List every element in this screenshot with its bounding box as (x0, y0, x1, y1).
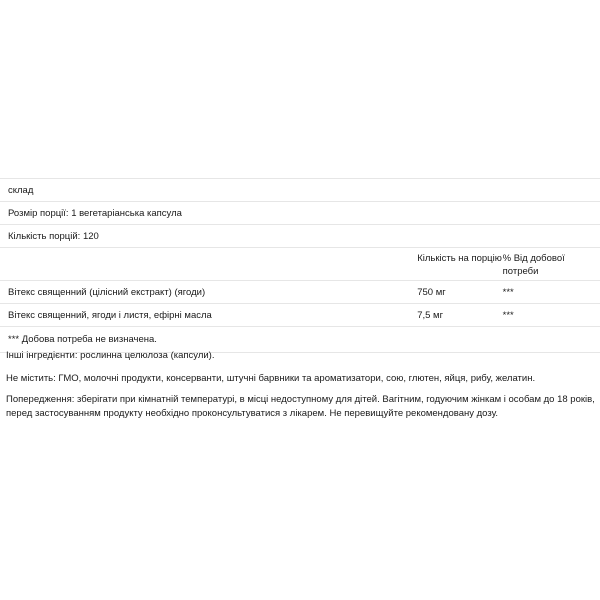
warning-text: Попередження: зберігати при кімнатній температурі, в місці недоступному для дітей. Вагітним, годуючим жінкам і особам до 18 років, перед застосуванням продукту необхідно проконсультуватися з лікарем. Не перевищуйте рекомендовану дозу. (6, 394, 595, 419)
table-row (0, 281, 600, 304)
header-amount: Кількість на порцію (417, 253, 502, 264)
servings-row (0, 225, 600, 248)
ingredient-amount: 7,5 мг (417, 309, 444, 321)
ingredient-name: Вітекс священний, ягоди і листя, ефірні масла (8, 309, 212, 321)
table-row (0, 304, 600, 327)
serving-size: Розмір порції: 1 вегетаріанська капсула (8, 207, 182, 219)
other-ingredients: Інші інгредієнти: рослинна целюлоза (капсули). (6, 350, 215, 361)
footnote: *** Добова потреба не визначена. (8, 334, 157, 345)
does-not-contain: Не містить: ГМО, молочні продукти, консерванти, штучні барвники та ароматизатори, сою, глютен, яйця, рибу, желатин. (6, 373, 536, 384)
supplement-facts-panel (0, 178, 600, 353)
ingredient-amount: 750 мг (417, 286, 446, 298)
servings-count: Кількість порцій: 120 (8, 230, 99, 242)
ingredient-dv: *** (502, 286, 514, 298)
panel-title: склад (8, 184, 34, 196)
ingredient-name: Вітекс священний (цілісний екстракт) (ягоди) (8, 286, 206, 298)
header-daily-value: % Від добової потреби (502, 253, 565, 277)
ingredient-dv: *** (502, 309, 514, 321)
serving-size-row (0, 202, 600, 225)
panel-title-row (0, 178, 600, 202)
table-header-row (0, 248, 600, 281)
